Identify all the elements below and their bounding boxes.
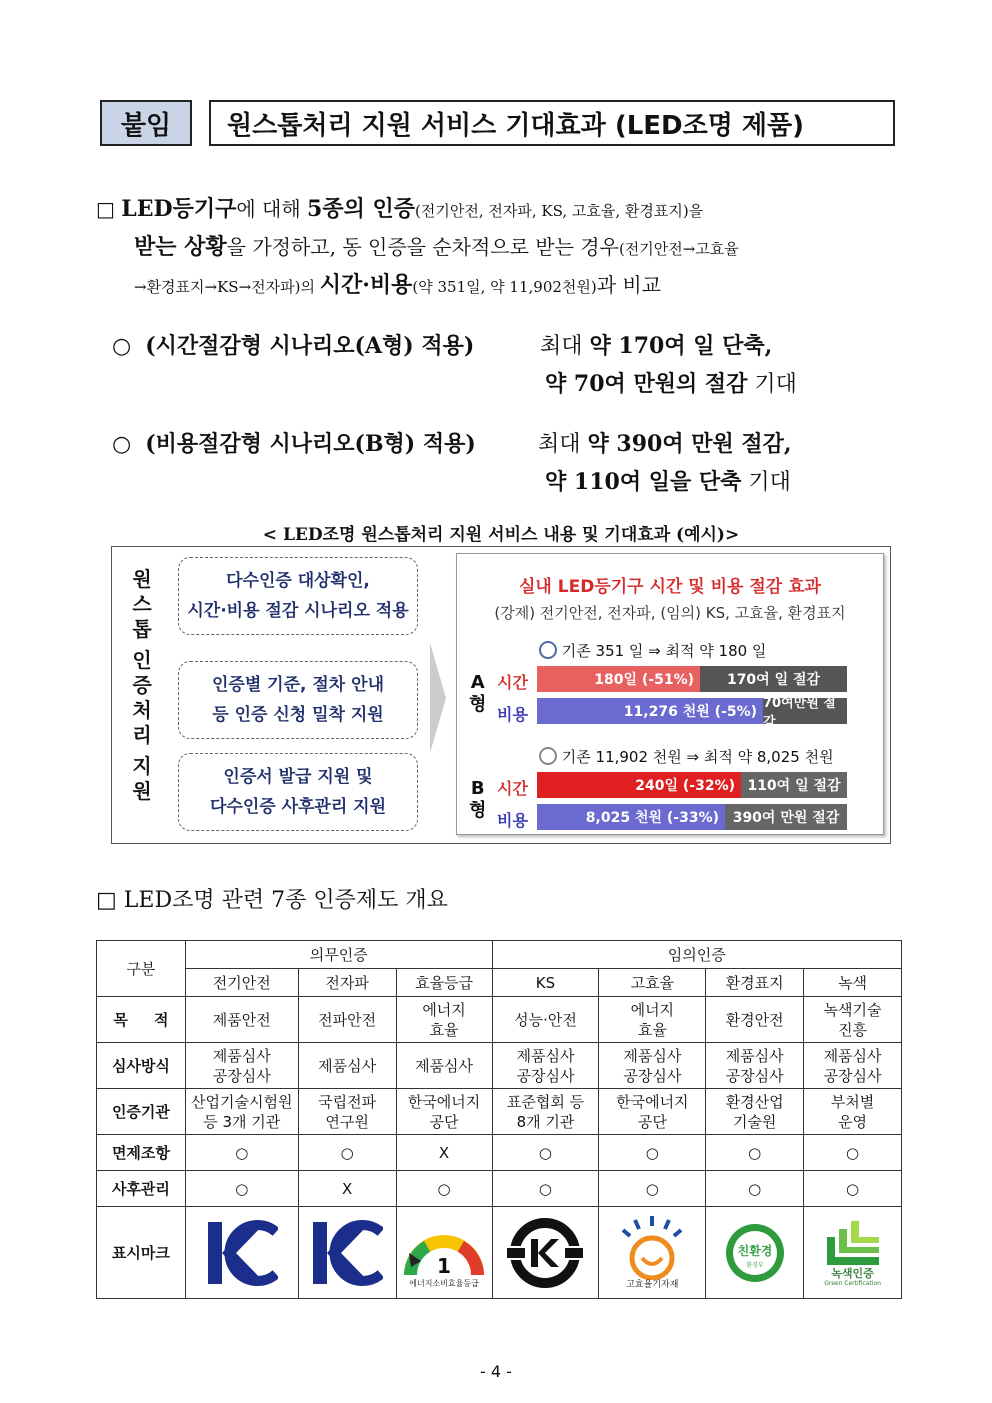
scenario-text: 최대 — [538, 432, 588, 457]
scenario-a-highlight: 약 70여 만원의 절감 — [545, 371, 748, 397]
checkbox-icon: □ — [96, 888, 117, 913]
table-cell: 전파안전 — [298, 997, 396, 1043]
table-cell: 환경안전 — [706, 997, 804, 1043]
vertical-char: 증 — [132, 673, 152, 697]
step-box-3 — [178, 753, 418, 831]
vertical-char: 인 — [132, 648, 152, 672]
mark-cell — [298, 1207, 396, 1299]
scenario-b-text-1 — [538, 424, 792, 465]
table-row — [97, 1089, 902, 1135]
table-row — [97, 997, 902, 1043]
mark-cell — [492, 1207, 599, 1299]
table-cell: ○ — [396, 1171, 492, 1207]
table-cell: ○ — [804, 1135, 902, 1171]
b-cost-saving: 390여 만원 절감 — [725, 804, 847, 830]
vertical-label — [112, 567, 172, 804]
intro-cert-list: (전기안전, 전자파, KS, 고효율, 환경표지)을 — [415, 202, 704, 220]
page-title — [209, 100, 895, 146]
vertical-char: 스 — [132, 592, 152, 616]
vertical-char: 처 — [132, 698, 152, 722]
b-time-saving: 110여 일 절감 — [741, 772, 847, 798]
table-cell: 제품안전 — [185, 997, 298, 1043]
table-cell: ○ — [804, 1171, 902, 1207]
page-number: - 4 - — [480, 1362, 512, 1381]
scenario-a-title: (시간절감형 시나리오(A형) 적용) — [145, 333, 475, 359]
table-cell: 한국에너지 공단 — [599, 1089, 706, 1135]
step-text: 등 인증 신청 밀착 지원 — [212, 705, 384, 725]
mark-caption: 고효율기자재 — [626, 1280, 679, 1290]
green-cert-icon — [823, 1217, 883, 1267]
scenario-a-text-1 — [540, 326, 772, 367]
table-cell: ○ — [492, 1171, 599, 1207]
b-cost-label: 비용 — [497, 811, 528, 830]
a-type-label — [469, 672, 486, 716]
scenario-b-highlight: 약 390여 만원 절감, — [587, 431, 792, 457]
intro-led: LED등기구 — [121, 196, 237, 222]
circle-bullet-icon: ○ — [112, 334, 132, 359]
a-cost-value: 11,276 천원 (-5%) — [537, 698, 763, 724]
a-time-bar — [537, 666, 847, 692]
clock-icon — [539, 641, 557, 659]
b-time-label: 시간 — [497, 779, 528, 798]
page-title-text: 원스톱처리 지원 서비스 기대효과 (LED조명 제품) — [227, 110, 805, 141]
col-header: 고효율 — [599, 969, 706, 997]
intro-text: 을 가정하고, 동 인증을 순차적으로 받는 경우 — [226, 235, 619, 259]
right-arrow-icon — [430, 643, 446, 753]
a-note — [539, 640, 766, 661]
col-header: 전기안전 — [185, 969, 298, 997]
mark-cell — [396, 1207, 492, 1299]
coin-icon — [539, 747, 557, 765]
intro-baseline: (약 351일, 약 11,902천원) — [412, 278, 597, 296]
figure-caption: < LED조명 원스톱처리 지원 서비스 내용 및 기대효과 (예시)> — [262, 525, 740, 545]
intro-order-cont: →환경표지→KS→전자파)의 — [134, 278, 320, 296]
checkbox-icon: □ — [96, 197, 115, 221]
table-cell: 제품심사 공장심사 — [706, 1043, 804, 1089]
b-type-label — [469, 778, 486, 822]
eco-label-icon — [723, 1221, 787, 1285]
table-cell: ○ — [599, 1171, 706, 1207]
mark-cell — [804, 1207, 902, 1299]
grade-number: 1 — [437, 1253, 452, 1278]
b-cost-bar — [537, 804, 847, 830]
intro-line-3 — [134, 266, 904, 306]
certification-table — [96, 940, 902, 1299]
row-label: 인증기관 — [97, 1089, 186, 1135]
vertical-char: 리 — [132, 723, 152, 747]
section2-title: LED조명 관련 7종 인증제도 개요 — [123, 888, 448, 913]
scenario-a-text-2 — [545, 364, 797, 405]
panel-title: 실내 LED등기구 시간 및 비용 절감 효과 — [519, 577, 821, 597]
row-label: 표시마크 — [97, 1207, 186, 1299]
service-diagram — [111, 546, 891, 844]
type-letter: A — [470, 672, 485, 693]
section2-heading — [96, 882, 448, 920]
vertical-char: 지 — [132, 754, 152, 778]
table-cell: 국립전파 연구원 — [298, 1089, 396, 1135]
step-text: 다수인증 사후관리 지원 — [209, 797, 387, 817]
table-cell: ○ — [599, 1135, 706, 1171]
step-text: 인증별 기준, 절차 안내 — [211, 675, 384, 695]
kc-mark-icon — [206, 1218, 278, 1288]
table-cell: 녹색기술 진흥 — [804, 997, 902, 1043]
step-text: 다수인증 대상확인, — [226, 571, 370, 591]
scenario-a-label — [112, 326, 474, 367]
eco-label-subtext: 환경부 — [745, 1261, 764, 1269]
scenario-b-text-2 — [545, 462, 791, 503]
table-cell: 부처별 운영 — [804, 1089, 902, 1135]
col-header: 전자파 — [298, 969, 396, 997]
table-cell: ○ — [185, 1171, 298, 1207]
table-cell: ○ — [298, 1135, 396, 1171]
scenario-text: 기대 — [741, 470, 791, 495]
table-cell: 제품심사 공장심사 — [185, 1043, 298, 1089]
row-label: 사후관리 — [97, 1171, 186, 1207]
table-cell: X — [298, 1171, 396, 1207]
scenario-b-label — [112, 424, 476, 465]
eco-label-text: 친환경 — [737, 1243, 773, 1258]
table-row — [97, 1135, 902, 1171]
intro-order: (전기안전→고효율 — [618, 240, 739, 258]
col-header: 환경표지 — [706, 969, 804, 997]
table-cell: ○ — [185, 1135, 298, 1171]
corner-header: 구분 — [97, 941, 186, 997]
a-note-text: 기존 351 일 ⇒ 최적 약 180 일 — [561, 642, 767, 660]
vertical-char: 원 — [132, 779, 152, 803]
scenario-b-title: (비용절감형 시나리오(B형) 적용) — [145, 431, 476, 457]
intro-five-certs: 5종의 인증 — [307, 196, 416, 222]
high-efficiency-mark-icon — [617, 1214, 687, 1280]
a-time-label: 시간 — [497, 673, 528, 692]
table-cell: ○ — [706, 1171, 804, 1207]
intro-status: 받는 상황 — [134, 234, 227, 260]
scenario-text: 기대 — [747, 372, 797, 397]
attachment-tag — [100, 100, 192, 146]
b-time-value: 240일 (-32%) — [537, 772, 741, 798]
table-row — [97, 1043, 902, 1089]
attachment-tag-label: 붙임 — [120, 110, 172, 141]
mark-cell — [599, 1207, 706, 1299]
row-label: 목 적 — [97, 997, 186, 1043]
table-cell: 성능·안전 — [492, 997, 599, 1043]
scenario-text: 최대 — [540, 334, 590, 359]
table-cell: ○ — [706, 1135, 804, 1171]
intro-line-2 — [134, 228, 904, 268]
mark-cell — [706, 1207, 804, 1299]
type-letter: B — [470, 778, 485, 799]
row-label: 심사방식 — [97, 1043, 186, 1089]
step-box-1 — [178, 557, 418, 635]
table-cell: 제품심사 — [396, 1043, 492, 1089]
group-voluntary: 임의인증 — [492, 941, 901, 969]
intro-line-1 — [96, 190, 906, 230]
step-box-2 — [178, 661, 418, 739]
row-label: 면제조항 — [97, 1135, 186, 1171]
ks-mark-icon — [507, 1215, 583, 1291]
table-cell: 제품심사 공장심사 — [804, 1043, 902, 1089]
table-cell: 표준협회 등 8개 기관 — [492, 1089, 599, 1135]
b-time-bar — [537, 772, 847, 798]
mark-subcaption: Green Certification — [824, 1280, 881, 1287]
table-cell: 제품심사 — [298, 1043, 396, 1089]
type-char: 형 — [469, 800, 487, 821]
kc-mark-icon — [311, 1218, 383, 1288]
a-cost-saving: 70여만원 절감 — [763, 698, 847, 724]
type-char: 형 — [469, 694, 487, 715]
mark-caption: 녹색인증 — [831, 1267, 874, 1280]
col-header: 효율등급 — [396, 969, 492, 997]
circle-bullet-icon: ○ — [112, 432, 132, 457]
table-cell: 산업기술시험원 등 3개 기관 — [185, 1089, 298, 1135]
mark-row — [97, 1207, 902, 1299]
step-text: 시간·비용 절감 시나리오 적용 — [187, 601, 409, 621]
table-cell: ○ — [492, 1135, 599, 1171]
table-cell: 제품심사 공장심사 — [599, 1043, 706, 1089]
b-note-text: 기존 11,902 천원 ⇒ 최적 약 8,025 천원 — [561, 748, 834, 766]
table-cell: 한국에너지 공단 — [396, 1089, 492, 1135]
vertical-char: 원 — [132, 567, 152, 591]
energy-efficiency-grade-icon — [399, 1217, 489, 1279]
b-note — [539, 746, 834, 767]
mark-cell — [185, 1207, 298, 1299]
scenario-b-highlight: 약 110여 일을 단축 — [545, 469, 742, 495]
panel-subtitle: (강제) 전기안전, 전자파, (임의) KS, 고효율, 환경표지 — [494, 604, 846, 622]
table-cell: 환경산업 기술원 — [706, 1089, 804, 1135]
col-header: KS — [492, 969, 599, 997]
table-cell: 에너지 효율 — [599, 997, 706, 1043]
mark-caption: 에너지소비효율등급 — [409, 1278, 479, 1288]
table-cell: 에너지 효율 — [396, 997, 492, 1043]
a-cost-bar — [537, 696, 847, 730]
vertical-char: 톱 — [132, 617, 152, 641]
table-row — [97, 1171, 902, 1207]
a-time-saving: 170여 일 절감 — [700, 666, 847, 692]
table-cell: 제품심사 공장심사 — [492, 1043, 599, 1089]
intro-text: 과 비교 — [596, 273, 662, 297]
a-time-value: 180일 (-51%) — [537, 666, 700, 692]
intro-text: 에 대해 — [236, 197, 308, 221]
effect-panel — [456, 553, 884, 835]
step-text: 인증서 발급 지원 및 — [223, 767, 373, 787]
scenario-a-highlight: 약 170여 일 단축, — [589, 333, 773, 359]
b-cost-value: 8,025 천원 (-33%) — [537, 804, 725, 830]
col-header: 녹색 — [804, 969, 902, 997]
group-mandatory: 의무인증 — [185, 941, 492, 969]
intro-time-cost: 시간·비용 — [319, 272, 413, 298]
table-cell: X — [396, 1135, 492, 1171]
a-cost-label: 비용 — [497, 705, 528, 724]
